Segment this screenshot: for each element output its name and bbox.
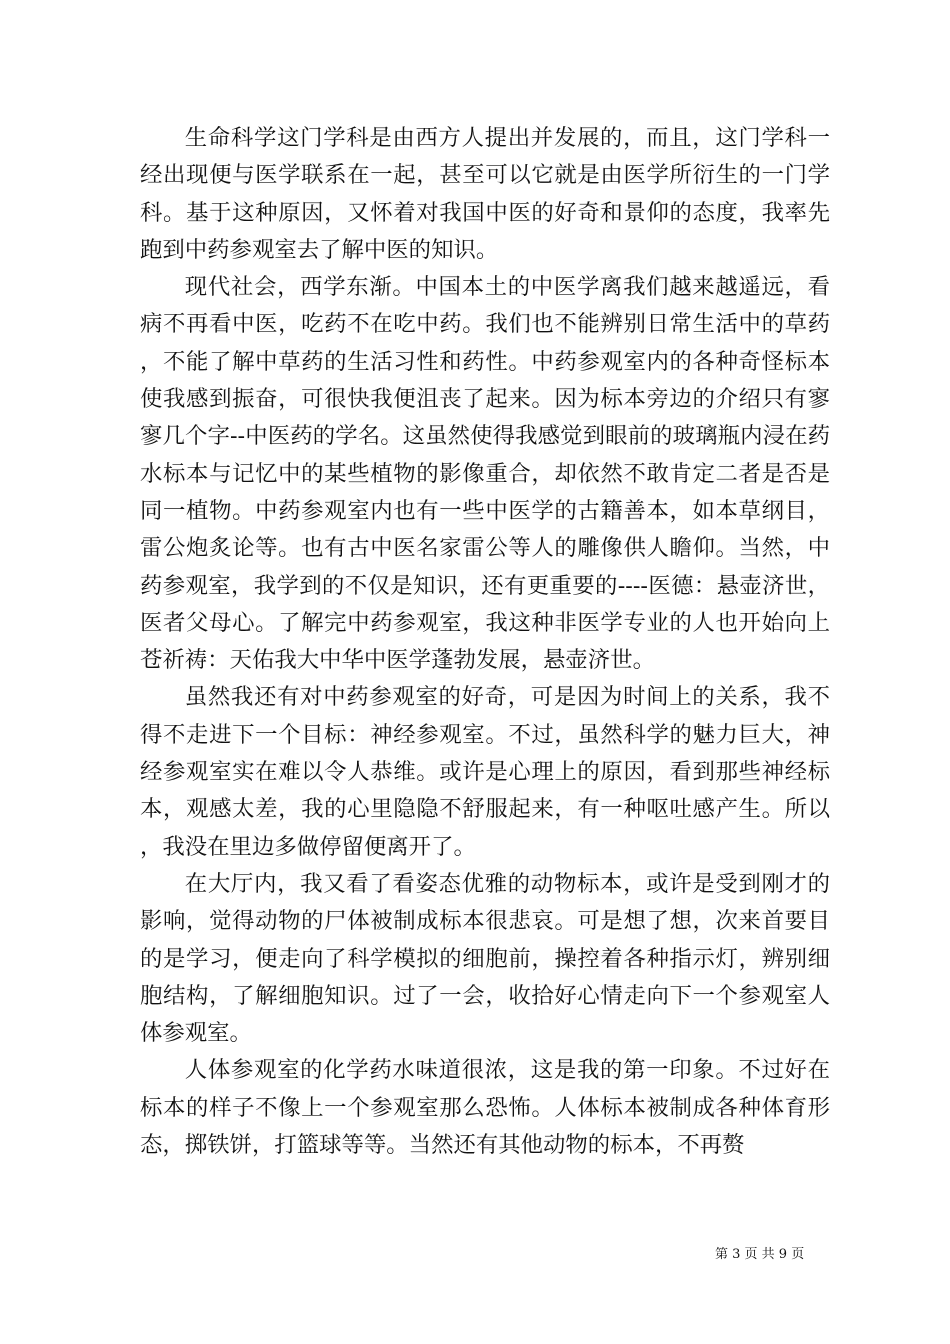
paragraph-4: 在大厅内，我又看了看姿态优雅的动物标本，或许是受到刚才的影响，觉得动物的尸体被制成标本很悲哀。可是想了想，次来首要目的是学习，便走向了科学模拟的细胞前，操控着各种指示灯，辨别细胞结构，了解细胞知识。过了一会，收拾好心情走向下一个参观室人体参观室。: [140, 870, 830, 1047]
body-text: [140, 120, 830, 1164]
paragraph-2: 现代社会，西学东渐。中国本土的中医学离我们越来越遥远，看病不再看中医，吃药不在吃中药。我们也不能辨别日常生活中的草药，不能了解中草药的生活习性和药性。中药参观室内的各种奇怪标本使我感到振奋，可很快我便沮丧了起来。因为标本旁边的介绍只有寥寥几个字--中医药的学名。这虽然使得我感觉到眼前的玻璃瓶内浸在药水标本与记忆中的某些植物的影像重合，却依然不敢肯定二者是否是同一植物。中药参观室内也有一些中医学的古籍善本，如本草纲目，雷公炮炙论等。也有古中医名家雷公等人的雕像供人瞻仰。当然，中药参观室，我学到的不仅是知识，还有更重要的----医德：悬壶济世，医者父母心。了解完中药参观室，我这种非医学专业的人也开始向上苍祈祷：天佑我大中华中医学蓬勃发展，悬壶济世。: [140, 274, 830, 674]
page-number: 第 3 页 共 9 页: [715, 1247, 805, 1262]
paragraph-3: 虽然我还有对中药参观室的好奇，可是因为时间上的关系，我不得不走进下一个目标：神经参观室。不过，虽然科学的魅力巨大，神经参观室实在难以令人恭维。或许是心理上的原因，看到那些神经标本，观感太差，我的心里隐隐不舒服起来，有一种呕吐感产生。所以，我没在里边多做停留便离开了。: [140, 684, 830, 860]
paragraph-5: 人体参观室的化学药水味道很浓，这是我的第一印象。不过好在标本的样子不像上一个参观室那么恐怖。人体标本被制成各种体育形态，掷铁饼，打篮球等等。当然还有其他动物的标本，不再赘: [140, 1057, 830, 1159]
paragraph-1: 生命科学这门学科是由西方人提出并发展的，而且，这门学科一经出现便与医学联系在一起，甚至可以它就是由医学所衍生的一门学科。基于这种原因，又怀着对我国中医的好奇和景仰的态度，我率先跑到中药参观室去了解中医的知识。: [140, 125, 830, 263]
